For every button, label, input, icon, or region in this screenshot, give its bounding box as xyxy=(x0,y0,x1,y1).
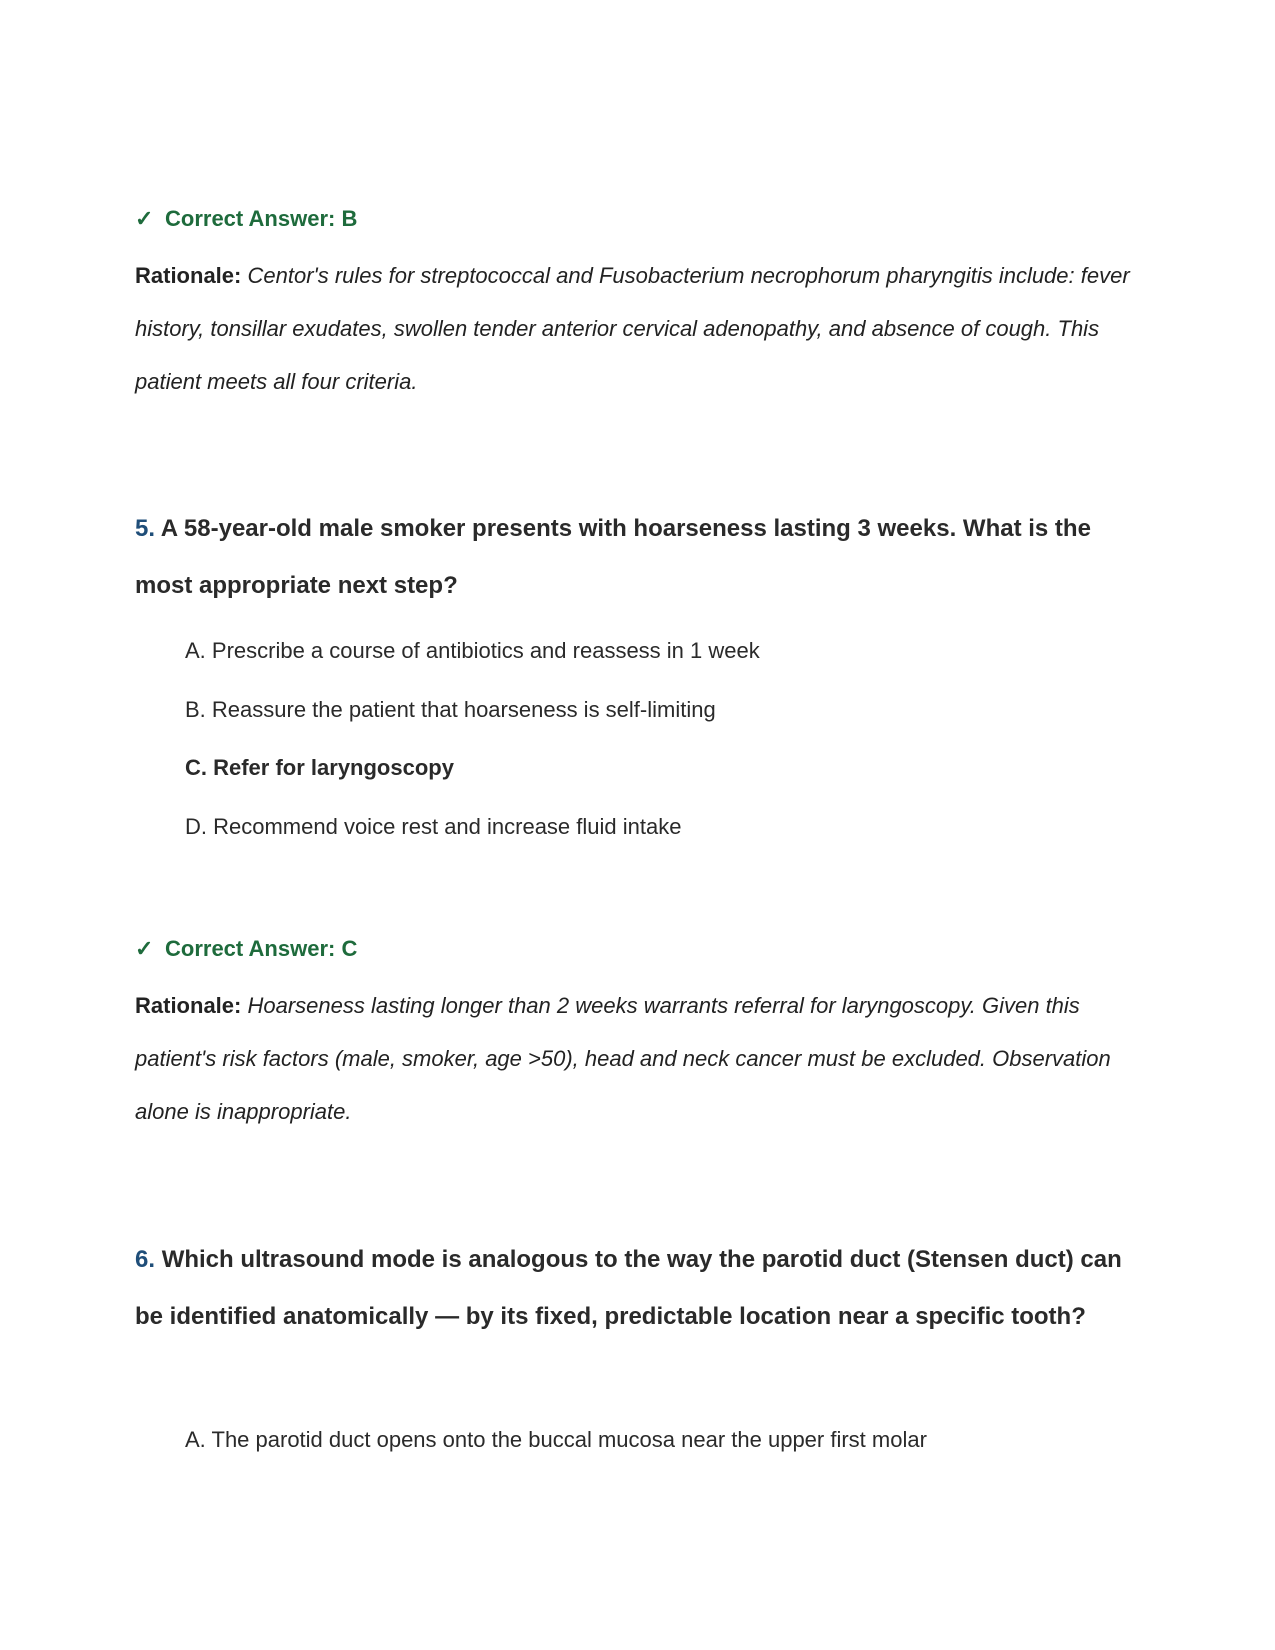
rationale-paragraph xyxy=(135,979,1145,1138)
question-number: 5. xyxy=(135,515,156,542)
question-text: A 58-year-old male smoker presents with hoarseness lasting 3 weeks. What is the most appropriate next step? xyxy=(135,515,1091,599)
rationale-label: Rationale: xyxy=(135,993,242,1018)
check-mark-icon: ✓ xyxy=(135,206,154,231)
correct-answer-heading xyxy=(135,934,1145,964)
question-text: Which ultrasound mode is analogous to the way the parotid duct (Stensen duct) can be identified anatomically — by its fixed, predictable location near a specific tooth? xyxy=(135,1246,1122,1330)
correct-answer-text: Correct Answer: C xyxy=(165,936,358,961)
rationale-text: Hoarseness lasting longer than 2 weeks warrants referral for laryngoscopy. Given this patient's risk factors (male, smoker, age >50), head and neck cancer must be excluded. Observation alone is inappropriate. xyxy=(135,993,1111,1124)
option-d[interactable]: D. Recommend voice rest and increase fluid intake xyxy=(185,813,682,839)
question-6-options xyxy=(185,1425,1145,1484)
rationale-paragraph xyxy=(135,249,1145,408)
correct-answer-heading xyxy=(135,204,1145,234)
question-5-options xyxy=(185,636,1145,870)
question-5 xyxy=(135,500,1145,614)
rationale-label: Rationale: xyxy=(135,263,242,288)
question-number: 6. xyxy=(135,1246,156,1273)
option-c[interactable]: C. Refer for laryngoscopy xyxy=(185,755,454,780)
question-6 xyxy=(135,1231,1145,1345)
rationale-text: Centor's rules for streptococcal and Fusobacterium necrophorum pharyngitis include: fever history, tonsillar exudates, swollen tender anterior cervical adenopathy, and absence of cough. This patient meets all four criteria. xyxy=(135,263,1130,394)
check-mark-icon: ✓ xyxy=(135,936,154,961)
option-a[interactable]: A. Prescribe a course of antibiotics and reassess in 1 week xyxy=(185,638,760,663)
correct-answer-text: Correct Answer: B xyxy=(165,206,358,231)
option-a[interactable]: A. The parotid duct opens onto the buccal mucosa near the upper first molar xyxy=(185,1427,927,1452)
option-b[interactable]: B. Reassure the patient that hoarseness is self-limiting xyxy=(185,696,716,722)
